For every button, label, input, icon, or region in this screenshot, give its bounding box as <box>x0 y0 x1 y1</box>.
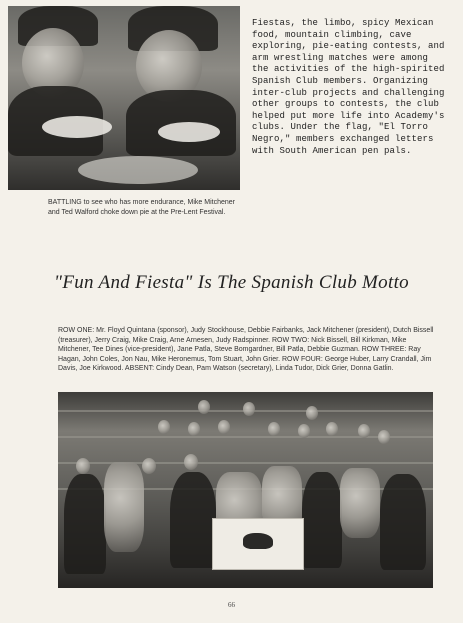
roster-caption: ROW ONE: Mr. Floyd Quintana (sponsor), Judy Stockhouse, Debbie Fairbanks, Jack Mitchener (president), Dutch Bissell (treasurer), Jerry Craig, Mike Craig, Arne Arnesen, Judy Radspinner. ROW TWO: Nick Bissell, Bill Kirkman, Mike Mitchener, Tee Dines (vice-president), Jane Patla, Steve Bomgardner, Bill Patla, Debbie Guzman. ROW THREE: Ray Hagan, John Coles, Jon Nau, Mike Heronemus, Tom Stuart, John Grier. ROW FOUR: George Huber, Larry Crandall, Jim Davis, Joe Kirkwood. ABSENT: Cindy Dean, Pam Watson (secretary), Linda Tudor, Dick Grier, Donna Gatlin. <box>58 327 434 373</box>
bull-emblem-icon <box>243 533 273 549</box>
el-torro-negro-flag <box>212 518 304 570</box>
photo-caption: BATTLING to see who has more endurance, Mike Mitchener and Ted Walford choke down pie at the Pre-Lent Festival. <box>48 199 236 216</box>
page-headline: "Fun And Fiesta" Is The Spanish Club Motto <box>54 272 409 293</box>
intro-paragraph: Fiestas, the limbo, spicy Mexican food, mountain climbing, cave exploring, pie-eating contests, and arm wrestling matches were among the activities of the high-spirited Spanish Club members. Organizing inter-club projects and challenging other groups to contests, the club helped put more life into Academy's clubs. Under the flag, "El Torro Negro," members exchanged letters with South American pen pals. <box>252 18 445 156</box>
pie-eating-photo <box>8 6 240 190</box>
spanish-club-group-photo <box>58 392 433 588</box>
page-number: 66 <box>228 601 235 609</box>
